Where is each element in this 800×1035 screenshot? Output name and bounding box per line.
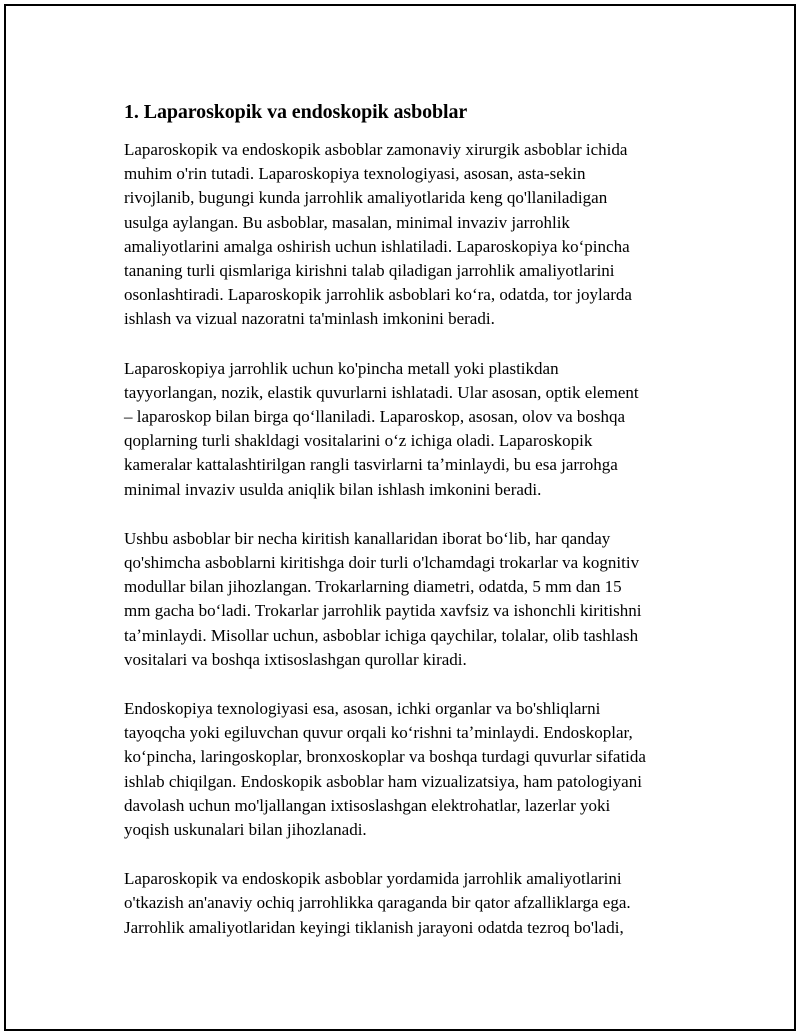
paragraph-line: – laparoskop bilan birga qoʻllaniladi. Laparoskop, asosan, olov va boshqa <box>124 407 626 427</box>
paragraph-line: mm gacha boʻladi. Trokarlar jarrohlik paytida xavfsiz va ishonchli kiritishni <box>124 601 642 621</box>
paragraph-line: Ushbu asboblar bir necha kiritish kanallaridan iborat boʻlib, har qanday <box>124 528 611 548</box>
section-heading: 1. Laparoskopik va endoskopik asboblar <box>124 101 468 123</box>
paragraph-line: koʻpincha, laringoskoplar, bronxoskoplar va boshqa turdagi quvurlar sifatida <box>124 747 646 767</box>
page-frame <box>4 4 796 1031</box>
paragraph-line: usulga aylangan. Bu asboblar, masalan, minimal invaziv jarrohlik <box>124 212 570 232</box>
paragraph-4 <box>124 697 684 842</box>
paragraph-line: osonlashtiradi. Laparoskopik jarrohlik asboblari koʻra, odatda, tor joylarda <box>124 285 632 305</box>
paragraph-line: tayoqcha yoki egiluvchan quvur orqali koʻrishni taʼminlaydi. Endoskoplar, <box>124 723 633 743</box>
paragraph-line: vositalari va boshqa ixtisoslashgan qurollar kiradi. <box>124 649 467 669</box>
paragraph-line: rivojlanib, bugungi kunda jarrohlik amaliyotlarida keng qo'llaniladigan <box>124 188 608 208</box>
paragraph-line: yoqish uskunalari bilan jihozlanadi. <box>124 820 367 840</box>
paragraph-3 <box>124 527 684 672</box>
paragraph-line: Jarrohlik amaliyotlaridan keyingi tiklanish jarayoni odatda tezroq bo'ladi, <box>124 917 624 937</box>
paragraph-line: o'tkazish an'anaviy ochiq jarrohlikka qaraganda bir qator afzalliklarga ega. <box>124 893 631 913</box>
paragraph-2 <box>124 357 684 502</box>
paragraph-line: tayyorlangan, nozik, elastik quvurlarni ishlatadi. Ular asosan, optik element <box>124 382 639 402</box>
paragraph-line: ishlash va vizual nazoratni ta'minlash imkonini beradi. <box>124 309 495 329</box>
paragraph-line: qoplarning turli shakldagi vositalarini oʻz ichiga oladi. Laparoskopik <box>124 431 593 451</box>
paragraph-line: davolash uchun mo'ljallangan ixtisoslashgan elektrohatlar, lazerlar yoki <box>124 795 611 815</box>
paragraph-line: amaliyotlarini amalga oshirish uchun ishlatiladi. Laparoskopiya koʻpincha <box>124 236 630 256</box>
paragraph-line: Laparoskopiya jarrohlik uchun ko'pincha metall yoki plastikdan <box>124 358 559 378</box>
paragraph-line: minimal invaziv usulda aniqlik bilan ishlash imkonini beradi. <box>124 479 542 499</box>
paragraph-line: modullar bilan jihozlangan. Trokarlarning diametri, odatda, 5 mm dan 15 <box>124 577 622 597</box>
paragraph-line: ishlab chiqilgan. Endoskopik asboblar ham vizualizatsiya, ham patologiyani <box>124 771 642 791</box>
paragraph-line: Laparoskopik va endoskopik asboblar yordamida jarrohlik amaliyotlarini <box>124 869 622 889</box>
paragraph-line: kameralar kattalashtirilgan rangli tasvirlarni taʼminlaydi, bu esa jarrohga <box>124 455 618 475</box>
paragraph-line: Endoskopiya texnologiyasi esa, asosan, ichki organlar va bo'shliqlarni <box>124 699 601 719</box>
paragraph-line: taʼminlaydi. Misollar uchun, asboblar ichiga qaychilar, tolalar, olib tashlash <box>124 625 639 645</box>
paragraph-line: tananing turli qismlariga kirishni talab qiladigan jarrohlik amaliyotlarini <box>124 261 615 281</box>
paragraph-line: qo'shimcha asboblarni kiritishga doir turli o'lchamdagi trokarlar va kognitiv <box>124 553 640 573</box>
paragraph-5 <box>124 867 684 940</box>
document-body <box>124 99 684 965</box>
paragraph-line: Laparoskopik va endoskopik asboblar zamonaviy xirurgik asboblar ichida <box>124 140 628 159</box>
paragraph-1 <box>124 138 684 332</box>
paragraph-line: muhim o'rin tutadi. Laparoskopiya texnologiyasi, asosan, asta-sekin <box>124 164 586 184</box>
